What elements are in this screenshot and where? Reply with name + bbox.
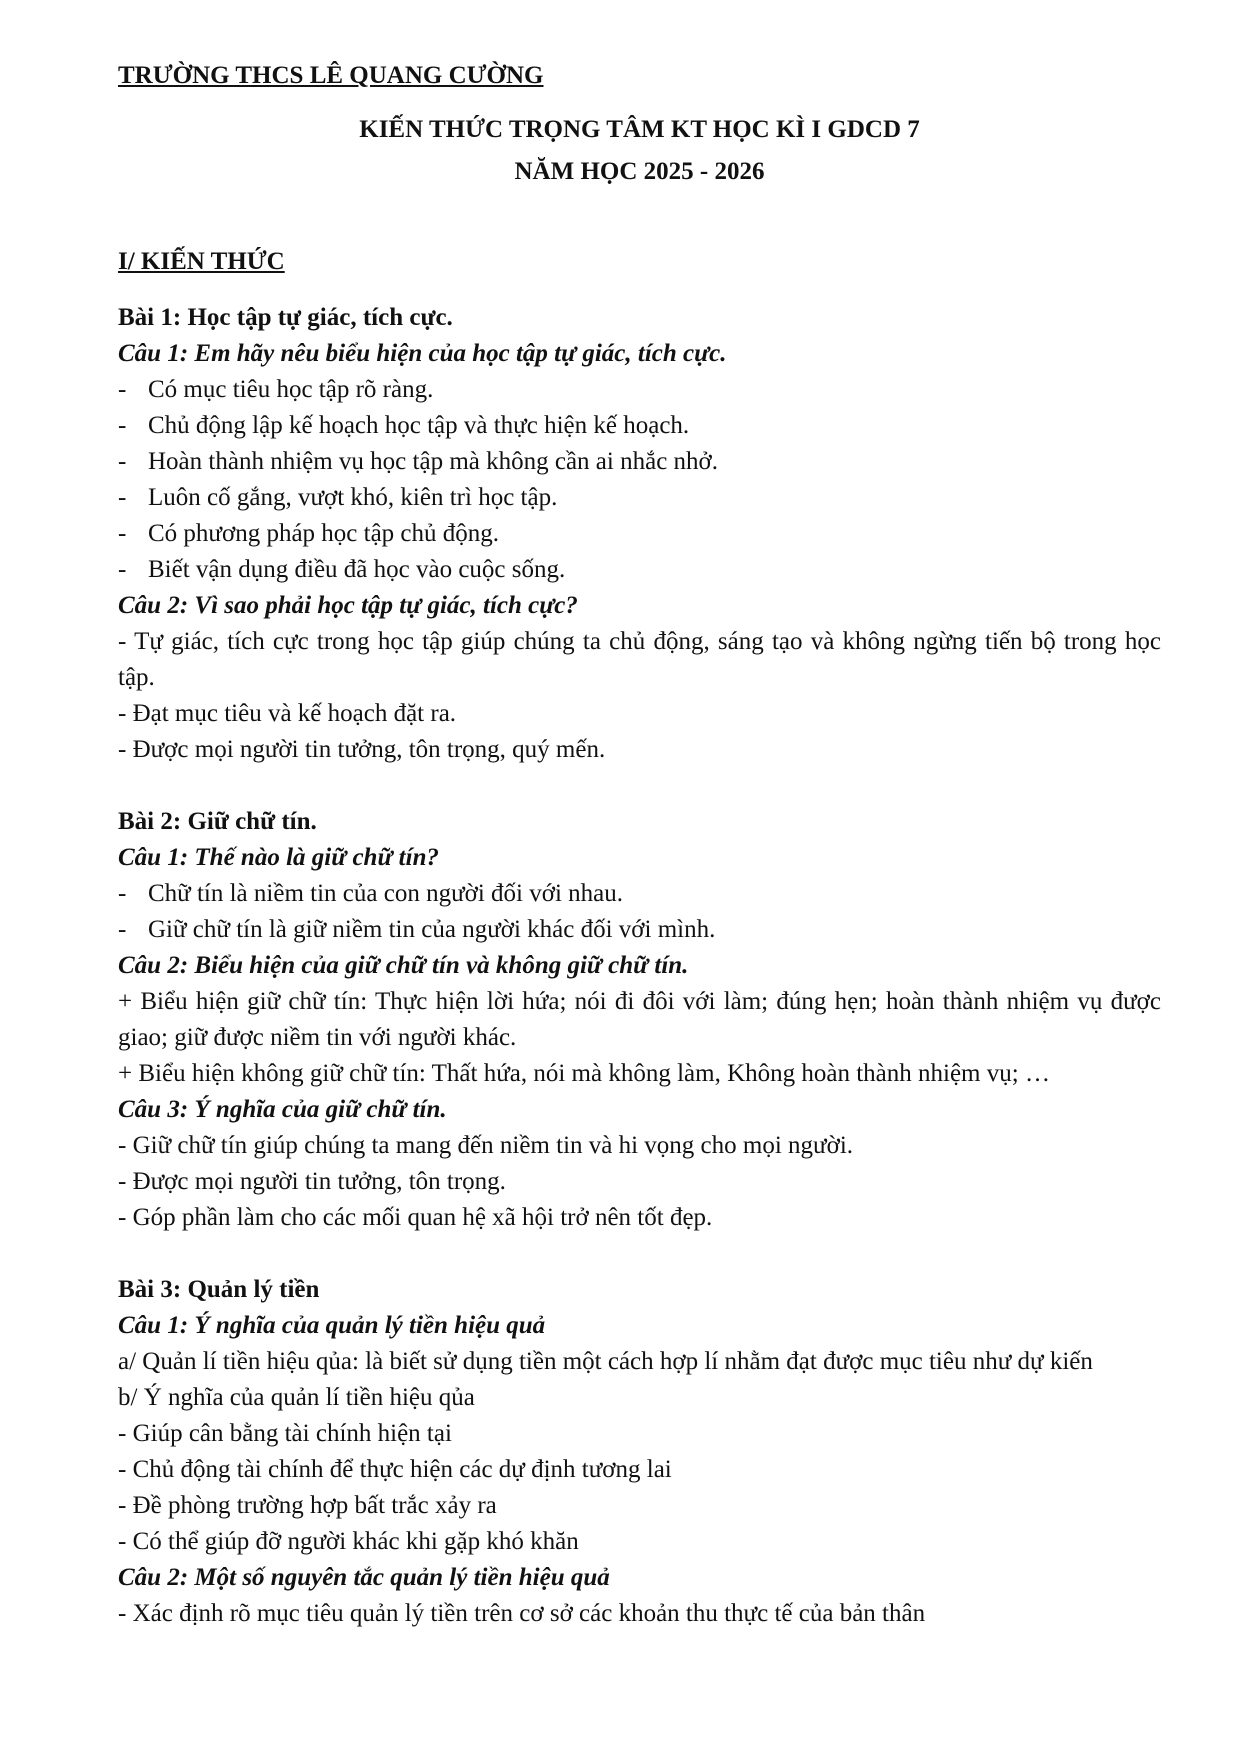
section-title: I/ KIẾN THỨC	[118, 248, 285, 275]
list-item: - Chủ động lập kế hoạch học tập và thực hiện kế hoạch.	[118, 408, 1161, 444]
list-item: - Biết vận dụng điều đã học vào cuộc sống.	[118, 552, 1161, 588]
school-year: NĂM HỌC 2025 - 2026	[514, 158, 765, 185]
paragraph-line: - Có thể giúp đỡ người khác khi gặp khó khăn	[118, 1528, 579, 1555]
paragraph-line: - Giúp cân bằng tài chính hiện tại	[118, 1420, 452, 1447]
lesson-3-title: Bài 3: Quản lý tiền	[118, 1276, 320, 1303]
paragraph-line: - Xác định rõ mục tiêu quản lý tiền trên cơ sở các khoản thu thực tế của bản thân	[118, 1600, 926, 1627]
lesson-3-question-2: Câu 2: Một số nguyên tắc quản lý tiền hiệu quả	[118, 1564, 610, 1591]
list-item: - Có mục tiêu học tập rõ ràng.	[118, 372, 1161, 408]
lesson-2-question-1: Câu 1: Thế nào là giữ chữ tín?	[118, 844, 439, 871]
lesson-3-question-1: Câu 1: Ý nghĩa của quản lý tiền hiệu quả	[118, 1312, 546, 1339]
lesson-1-question-1: Câu 1: Em hãy nêu biểu hiện của học tập tự giác, tích cực.	[118, 340, 727, 367]
paragraph-line: - Được mọi người tin tưởng, tôn trọng, quý mến.	[118, 736, 606, 763]
lesson-2-question-2: Câu 2: Biểu hiện của giữ chữ tín và không giữ chữ tín.	[118, 952, 689, 979]
lesson-1-question-2: Câu 2: Vì sao phải học tập tự giác, tích cực?	[118, 592, 578, 619]
lesson-2-title: Bài 2: Giữ chữ tín.	[118, 808, 317, 835]
paragraph-line: - Tự giác, tích cực trong học tập giúp chúng ta chủ động, sáng tạo và không ngừng tiến bộ trong học tập.	[118, 628, 1161, 691]
list-item: - Chữ tín là niềm tin của con người đối với nhau.	[118, 876, 1161, 912]
paragraph-line: - Đề phòng trường hợp bất trắc xảy ra	[118, 1492, 497, 1519]
list-item: - Giữ chữ tín là giữ niềm tin của người khác đối với mình.	[118, 912, 1161, 948]
list-item: - Có phương pháp học tập chủ động.	[118, 516, 1161, 552]
school-name: TRƯỜNG THCS LÊ QUANG CƯỜNG	[118, 62, 544, 89]
paragraph-line: - Góp phần làm cho các mối quan hệ xã hội trở nên tốt đẹp.	[118, 1204, 713, 1231]
list-item: - Hoàn thành nhiệm vụ học tập mà không cần ai nhắc nhở.	[118, 444, 1161, 480]
paragraph-line: - Được mọi người tin tưởng, tôn trọng.	[118, 1168, 506, 1195]
document-title: KIẾN THỨC TRỌNG TÂM KT HỌC KÌ I GDCD 7	[359, 116, 920, 143]
lesson-1-title: Bài 1: Học tập tự giác, tích cực.	[118, 304, 453, 331]
paragraph-line: + Biểu hiện giữ chữ tín: Thực hiện lời hứa; nói đi đôi với làm; đúng hẹn; hoàn thành nhiệm vụ được giao; giữ được niềm tin với người khác.	[118, 988, 1161, 1051]
list-item: - Luôn cố gắng, vượt khó, kiên trì học tập.	[118, 480, 1161, 516]
lesson-2-question-3: Câu 3: Ý nghĩa của giữ chữ tín.	[118, 1096, 447, 1123]
paragraph-line: a/ Quản lí tiền hiệu qủa: là biết sử dụng tiền một cách hợp lí nhằm đạt được mục tiêu như dự kiến	[118, 1348, 1093, 1375]
paragraph-line: b/ Ý nghĩa của quản lí tiền hiệu qủa	[118, 1384, 475, 1411]
paragraph-line: - Đạt mục tiêu và kế hoạch đặt ra.	[118, 700, 457, 727]
paragraph-line: - Chủ động tài chính để thực hiện các dự định tương lai	[118, 1456, 672, 1483]
paragraph-line: - Giữ chữ tín giúp chúng ta mang đến niềm tin và hi vọng cho mọi người.	[118, 1132, 854, 1159]
lesson-2-question-1-list	[118, 876, 1161, 948]
paragraph-line: + Biểu hiện không giữ chữ tín: Thất hứa, nói mà không làm, Không hoàn thành nhiệm vụ; …	[118, 1060, 1050, 1087]
lesson-1-question-1-list	[118, 372, 1161, 588]
